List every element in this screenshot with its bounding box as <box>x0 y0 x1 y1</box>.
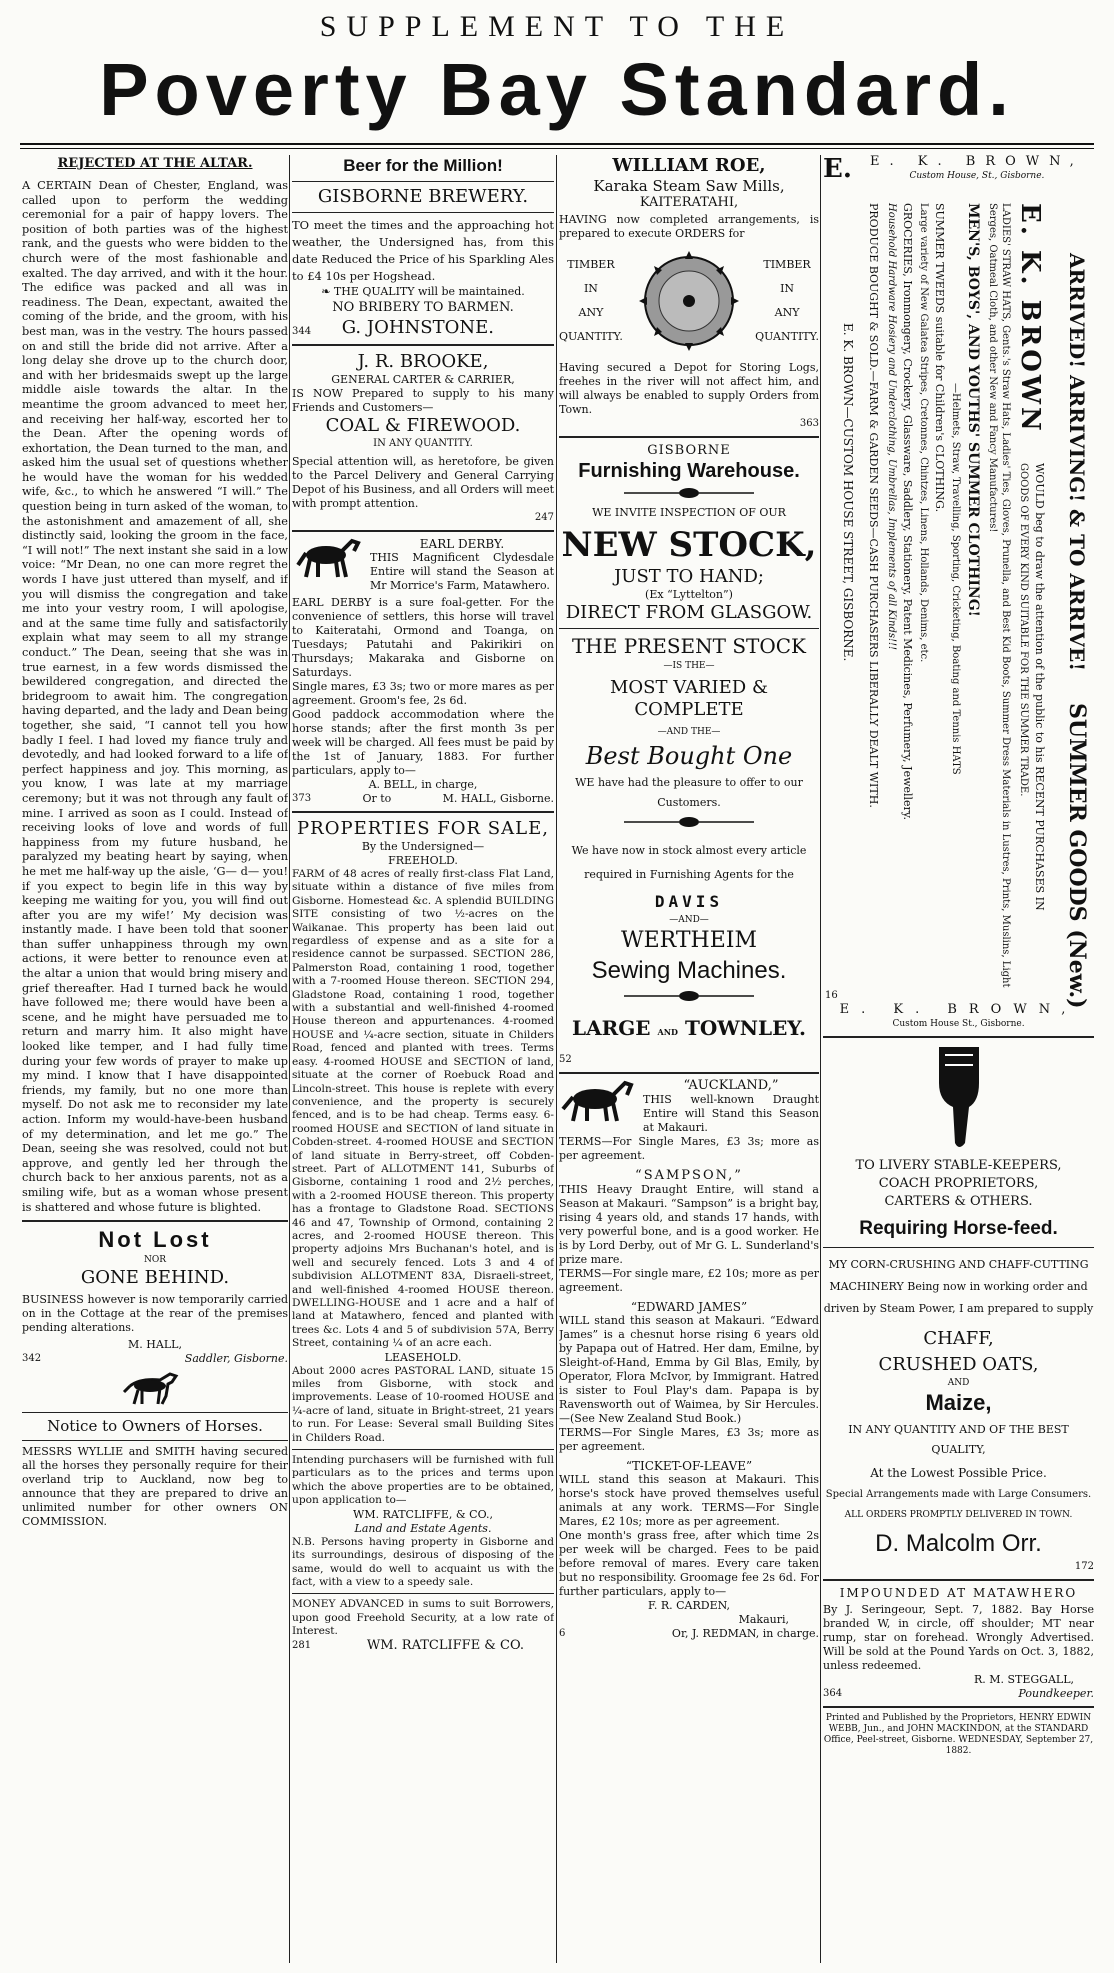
timber-label: IN <box>583 282 598 295</box>
owners-heading: Notice to Owners of Horses. <box>47 1417 263 1436</box>
masthead-rule <box>20 143 1094 145</box>
ad-number: 247 <box>534 512 554 523</box>
earl-derby-fee: Single mares, £3 3s; two or more mares as per agreement. Groom's fee, 2s 6d. <box>292 680 554 707</box>
coach-heading: COACH PROPRIETORS, <box>878 1176 1039 1191</box>
pleasure-body: WE have had the pleasure to offer to our Customers. <box>575 776 803 809</box>
ornament-icon <box>619 989 759 1003</box>
article-heading: REJECTED AT THE ALTAR. <box>57 156 253 171</box>
and-conjunction: AND <box>657 1027 678 1037</box>
leasehold-heading: LEASEHOLD. <box>384 1350 462 1364</box>
kaiteratahi-heading: KAITERATAHI, <box>639 195 739 210</box>
column-3 <box>559 155 819 1963</box>
all-orders-line: ALL ORDERS PROMPTLY DELIVERED IN TOWN. <box>844 1510 1073 1520</box>
hall-signature: M. HALL, Gisborne. <box>442 792 554 805</box>
davis-heading: DAVIS <box>654 892 724 911</box>
roe-body: HAVING now completed arrangements, is prepared to execute ORDERS for <box>559 213 819 240</box>
auckland-terms: TERMS—For Single Mares, £3 3s; more as per agreement. <box>559 1135 819 1162</box>
no-bribery-line: NO BRIBERY TO BARMEN. <box>332 300 514 315</box>
article-body: A CERTAIN Dean of Chester, England, was called upon to perform the wedding ceremonial for a pair of happy lovers. The position of both parties was of the highest rank, and the guests who were bidden to the church were of the most fashionable and exalted. The day arrived, and with it the hour. The edifice was packed and all was in readiness. The Dean, expectant, awaited the coming of the bride, and the groom, with his best man, was in the vestry. The hours passed on and still the bride did not arrive. After a long delay she drove up to the church door, and with her bridesmaids swept up the large middle aisle towards the altar. In the meantime the groom advanced to meet her, and receiving her half-way, escorted her to the Dean. After the opening words of exhortation, the Dean turned to the man, and asked him the usual set of questions whether he would have the woman for his wedded wife, &c., to which he answered “I will.” The question being in turn asked of the woman, to the astonishment and amazement of all, she distinctly said, looking the groom in the face, “I will not!” The next instant she said in a low voice: “Mr Dean, no one can more regret the words I have just uttered than myself, and if you will dismiss the congregation and take me into your vestry room, I will apologise, and at the same time fully and satisfactorily explain what may seem to all my strange conduct.” The Dean, seeing that she was in true earnest, in a few words dismissed the bewildered congregation, and directed the bridegroom to await him. The congregation having departed, and the lady and Dean being together, she said, “I cannot tell you how badly I feel. I had loved my fiance truly and devotedly, and had looked forward to a life of perfect happiness and joy. This morning, as you know, I was late at my marriage ceremony; but it was not through any fault of mine. I arrived as soon as I could. Instead of receiving looks of love and words of full happiness from my future husband, he paralyzed my beating heart by saying, when he met me half-way up the aisle, ‘G— d— you! if you expect to begin life in this way by keeping me waiting for you, you will find out after you are my wife!’ My decision was instantly made. I have been told that sooner than suffer unhappiness through my own actions, it were better to renounce even at the altar a union that would bring misery and grief thereafter. Had I turned back he would have followed me; there would have been a scene, and he might have persuaded me to return and marry him. It also might have looked like temper, and I had fully time during your few words of prayer to make up my mind. I know that I have disappointed friends, my family, but no one more than myself. Do not ask me to reconsider my late action. Inform my would-have-been husband of my determination, and let me go.” The Dean, seeing she was resolved, could not but approve, and gently led her through the church back to her anxious parents, not as a smiling wife, but as a woman whose present is shattered and whose future is blighted. <box>22 179 288 1214</box>
earl-derby-paddock: Good paddock accommodation where the horse stands; after the first month 3s per week will be charged. All fees must be paid by the 1st of January, 1883. For further particulars, apply to— <box>292 708 554 777</box>
properties-sub: By the Undersigned— <box>361 840 485 853</box>
timber-label: ANY <box>578 306 604 319</box>
edward-james-heading: “EDWARD JAMES” <box>630 1300 748 1314</box>
ticket-heading: “TICKET-OF-LEAVE” <box>625 1459 753 1473</box>
summer-goods-heading: SUMMER GOODS (New.) <box>1064 703 1090 1009</box>
timber-label: QUANTITY. <box>755 330 819 343</box>
masthead-rule-thin <box>20 148 1094 149</box>
best-bought-heading: Best Bought One <box>585 742 793 770</box>
timber-label: TIMBER <box>763 258 811 271</box>
saddler-text: Saddler, Gisborne. <box>184 1352 288 1366</box>
auckland-heading: “AUCKLAND,” <box>683 1078 779 1093</box>
wertheim-heading: WERTHEIM <box>621 928 757 953</box>
maize-heading: Maize, <box>925 1390 992 1415</box>
masthead <box>20 10 1094 134</box>
edward-james-terms: TERMS—For Single Mares, £3 3s; more as per agreement. <box>559 1426 819 1453</box>
timber-label: ANY <box>774 306 800 319</box>
corn-crushing-body: MY CORN-CRUSHING AND CHAFF-CUTTING MACHINERY Being now in working order and driven by Steam Power, I am prepared to supply <box>823 1258 1094 1315</box>
brown-heading-top: E. K. BROWN, <box>870 155 1084 169</box>
new-stock-heading: NEW STOCK, <box>561 525 817 565</box>
earl-derby-intro: THIS Magnificent Clydesdale Entire will stand the Season at Mr Morrice's Farm, Matawhero. <box>370 551 554 592</box>
hall-signature: M. HALL, <box>128 1338 182 1352</box>
groceries-line: GROCERIES, Ironmongery, Crockery, Glassware, Saddlery, Stationery, Patent Medicines, Perfumery, Jewellery. <box>901 203 914 821</box>
brown-initial: E. <box>823 155 852 184</box>
divider <box>292 811 554 813</box>
business-notice: BUSINESS however is now temporarily carried on in the Cottage at the rear of the premises pending alterations. <box>22 1293 288 1335</box>
helmets-line: —Helmets, Straw, Travelling, Sporting, Cricketing, Boating and Tennis HATS <box>950 383 961 775</box>
redman-signature: Or, J. REDMAN, in charge. <box>671 1627 819 1640</box>
divider <box>292 530 554 532</box>
column-divider <box>289 155 290 1963</box>
ad-number: 364 <box>823 1688 843 1699</box>
ornament-icon <box>619 486 759 500</box>
makauri-line: Makauri, <box>738 1613 789 1626</box>
earl-derby-heading: EARL DERBY. <box>419 537 505 551</box>
gone-behind-heading: GONE BEHIND. <box>80 1267 230 1289</box>
column-divider <box>556 155 557 1963</box>
ad-number: 344 <box>292 326 312 337</box>
nb-body: N.B. Persons having property in Gisborne and its surroundings, desirous of disposing of the same, would do well to acquaint us with the fact, with a view to a speedy sale. <box>292 1535 554 1588</box>
divider <box>823 1247 1094 1248</box>
ad-number: 373 <box>292 793 312 804</box>
and-the-line: —AND THE— <box>657 727 721 737</box>
ad-number: 342 <box>22 1353 42 1365</box>
column-divider <box>820 155 821 1963</box>
column-4 <box>823 155 1094 1963</box>
brown-vertical-ad <box>823 183 1094 1009</box>
ad-number: 6 <box>559 1628 566 1639</box>
carter-line: GENERAL CARTER & CARRIER, <box>331 373 515 386</box>
ladies-line: LADIES' STRAW HATS, Gents.'s Straw Hats, Ladies' Ties, Gloves, Prunella, and Best Kid Boots, Summer Dress Materials in Lustres, Prints, Muslins, Light Serges, Oatmeal Cloth, and other New and Fancy Manufactures! <box>987 203 1011 988</box>
clydesdale-horse-icon <box>292 537 366 581</box>
ratcliffe-signature-2: WM. RATCLIFFE & CO. <box>366 1637 524 1653</box>
requiring-heading: Requiring Horse-feed. <box>859 1218 1058 1239</box>
would-line: WOULD beg to draw the attention of the public to his RECENT PURCHASES IN <box>1033 463 1046 911</box>
ad-number: 16 <box>825 990 838 1001</box>
horse-illustration-icon <box>120 1368 190 1408</box>
townley-name: TOWNLEY. <box>684 1016 806 1040</box>
edward-james-body: WILL stand this season at Makauri. “Edward James” is a chesnut horse rising 6 years old by Papapa out of Hatred. Her dam, Emilne, by Sleight-of-Hand, Emma by Gil Blas, Emily, by Operator, Flora McIvor, by Immigrant. Hatred is sister to Foul Play's dam. Papapa is by Ravensworth out of Waimea, by Sir Hercules.—(See New Zealand Stud Book.) <box>559 1314 819 1425</box>
carden-signature: F. R. CARDEN, <box>647 1599 731 1612</box>
furnishing-heading: Furnishing Warehouse. <box>578 460 800 482</box>
sewing-heading: Sewing Machines. <box>591 957 787 984</box>
ad-number: 172 <box>1074 1561 1094 1572</box>
timber-label: IN <box>780 282 795 295</box>
saw-blade-icon <box>629 246 749 356</box>
in-stock-body: We have now in stock almost every article required in Furnishing Agents for the <box>571 844 807 881</box>
or-to: Or to <box>362 792 392 805</box>
leasehold-body: About 2000 acres PASTORAL LAND, situate 15 miles from Gisborne, with stock and improvements. Lease of 10-roomed HOUSE and ¼-acre of land, situate in Bright-street, 21 years to run. For Lease: Several small Building Sites in Childers Road. <box>292 1364 554 1444</box>
ticket-grass: One month's grass free, after which time 2s per week will be charged. Fees to be paid before removal of mares. Every care taken but no responsibility. Groomage fee 2s 6d. For further particulars, apply to— <box>559 1529 819 1598</box>
brown-address-line: E. K. BROWN—CUSTOM HOUSE STREET, GISBORNE. <box>841 323 855 662</box>
karaka-heading: Karaka Steam Saw Mills, <box>593 177 785 195</box>
pointing-hand-icon <box>929 1043 989 1153</box>
ad-number: 363 <box>799 418 819 429</box>
and-line: —AND— <box>669 915 709 925</box>
custom-house-bottom: Custom House St., Gisborne. <box>892 1019 1025 1029</box>
ticket-body: WILL stand this season at Makauri. This horse's stock have proved themselves useful animals at any work. TERMS—For Single Mares, £2 10s; more as per agreement. <box>559 1473 819 1528</box>
carters-heading: CARTERS & OTHERS. <box>884 1194 1033 1209</box>
brooke-heading: J. R. BROOKE, <box>357 351 489 372</box>
beer-body: TO meet the times and the approaching hot weather, the Undersigned has, from this date Reduced the Price of his Sparkling Ales to £4 10s per Hogshead. <box>292 218 554 283</box>
divider <box>22 1412 288 1413</box>
timber-label: TIMBER <box>567 258 615 271</box>
sampson-heading: “SAMPSON,” <box>635 1168 743 1183</box>
ad-number: 52 <box>559 1054 572 1065</box>
properties-body: FARM of 48 acres of really first-class Flat Land, situate within a distance of five miles from Gisborne. Homestead &c. A splendid BUILDING SITE consisting of two ½-acres on the Waikanae. This property has been laid out regardless of expense and as a site for a residence cannot be surpassed. SECTION 286, Palmerston Road, containing 1 rood, together with a 7-roomed House thereon. SECTION 294, Gladstone Road, containing 1 rood, together with a substantial and well-finished 4-roomed House thereon and appurtenances. 4-roomed HOUSE and ¼-acre section, situate in Childers Road, fenced and planted with trees. Terms easy. 4-roomed HOUSE and SECTION of land, situate at the corner of Roebuck Road and Lincoln-street. This house is replete with every convenience, and the property is securely fenced, and is to be had cheap. Terms easy. 6-roomed HOUSE and SECTION of land situate in Cobden-street. 4-roomed HOUSE and SECTION of land situate in Berry-street, off Cobden-street. Part of ALLOTMENT 141, Suburbs of Gisborne, containing 1 rood and 2½ perches, with a 2-roomed HOUSE thereon. This property has a frontage to Gladstone Road. SECTIONS 46 and 47, Township of Ormond, containing 2 acres, and 2-roomed HOUSE thereon. This property adjoins Mrs Buchanan's hotel, and is well and securely fenced. Lots 3 and 4 of subdivision ALLOTMENT 83A, Disraeli-street, and well-finished 4-roomed HOUSE thereon. DWELLING-HOUSE and 1 acre and a half of land at Matawhero, fenced and planted with trees &c. Lots 4 and 5 of subdivision 57A, Berry Street, containing ¼ of an acre each. <box>292 868 554 1350</box>
and-line: AND <box>947 1378 970 1388</box>
bell-signature: A. BELL, in charge, <box>368 778 478 791</box>
not-lost-heading: Not Lost <box>98 1227 212 1253</box>
owners-notice: MESSRS WYLLIE and SMITH having secured all the horses they personally require for their overland trip to Auckland, now beg to announce that they are prepared to drive an unlimited number for other owners ON COMMISSION. <box>22 1445 288 1529</box>
divider <box>292 212 554 213</box>
large-variety-line: Large variety of New Galatea Stripes, Cretonnes, Chintzes, Linens, Hollands, Denims, etc. <box>918 203 929 663</box>
ornament-icon <box>619 815 759 829</box>
steggall-signature: R. M. STEGGALL, <box>973 1673 1074 1686</box>
money-advanced: MONEY ADVANCED in sums to suit Borrowers, upon good Freehold Security, at a low rate of Interest. <box>292 1598 554 1638</box>
coal-heading: COAL & FIREWOOD. <box>325 415 521 436</box>
beer-heading: Beer for the Million! <box>343 156 503 175</box>
impounded-body: By J. Seringeour, Sept. 7, 1882. Bay Horse branded W, in circle, off shoulder; MT near rump, star on forehead. Wrongly Advertised. Will be sold at the Pound Yards on Oct. 3, 1882, unless redeemed. <box>823 1603 1094 1672</box>
invite-line: WE INVITE INSPECTION OF OUR <box>592 506 786 519</box>
malcolm-orr-signature: D. Malcolm Orr. <box>875 1530 1042 1557</box>
newspaper-title: Poverty Bay Standard. <box>99 48 1015 131</box>
column-1 <box>22 155 288 1963</box>
column-2 <box>292 155 554 1963</box>
is-the-line: —IS THE— <box>663 661 715 671</box>
arrived-heading: ARRIVED! ARRIVING! & TO ARRIVE! <box>1065 253 1089 671</box>
quality-line: ❧ THE QUALITY will be maintained. <box>321 285 525 298</box>
any-quantity: IN ANY QUANTITY. <box>373 438 473 449</box>
brown-heading-bottom: E. K. BROWN, <box>839 1002 1078 1017</box>
custom-house-top: Custom House, St., Gisborne. <box>909 171 1045 181</box>
most-varied-line: MOST VARIED & COMPLETE <box>609 677 768 720</box>
present-stock-heading: THE PRESENT STOCK <box>571 634 807 658</box>
divider <box>292 344 554 346</box>
tweeds-line: SUMMER TWEEDS suitable for Children's CLOTHING. <box>933 203 946 513</box>
timber-label: QUANTITY. <box>559 330 623 343</box>
goods-line: GOODS OF EVERY KIND SUITABLE FOR THE SUMMER TRADE. <box>1018 463 1029 797</box>
brewery-heading: GISBORNE BREWERY. <box>317 186 529 207</box>
supplement-line: SUPPLEMENT TO THE <box>319 10 795 43</box>
lyttelton-line: (Ex “Lyttelton”) <box>645 588 733 601</box>
sampson-body: THIS Heavy Draught Entire, will stand a Season at Makauri. “Sampson” is a bright bay, rising 4 years old, and stands 17 hands, with very powerful bone, and is a good worker. He is by Lord Derby, out of Mr G. L. Sunderland's prize mare. <box>559 1183 819 1266</box>
produce-line: PRODUCE BOUGHT & SOLD.—FARM & GARDEN SEEDS—CASH PURCHASERS LIBERALLY DEALT WITH. <box>867 203 880 808</box>
brooke-body: IS NOW Prepared to supply to his many Friends and Customers— <box>292 387 554 414</box>
lowest-price-line: At the Lowest Possible Price. <box>870 1466 1047 1480</box>
chaff-heading: CHAFF, <box>923 1328 994 1349</box>
nor-text: NOR <box>143 1255 167 1266</box>
mens-line: MEN'S, BOYS', AND YOUTHS' SUMMER CLOTHING! <box>965 203 981 617</box>
divider <box>559 1072 819 1074</box>
divider <box>292 1449 554 1450</box>
agents-line: Land and Estate Agents. <box>354 1521 492 1535</box>
earl-derby-body: EARL DERBY is a sure foal-getter. For the convenience of settlers, this horse will travel to Kaiteratahi, Ormond and Toanga, on Tuesdays; Patutahi and Pakirikiri on Thursdays; Makaraka and Gisborne on Saturdays. <box>292 596 554 679</box>
just-to-hand: JUST TO HAND; <box>614 566 764 587</box>
impounded-heading: IMPOUNDED AT MATAWHERO <box>839 1586 1078 1600</box>
roe-heading: WILLIAM ROE, <box>612 155 766 176</box>
livery-heading: TO LIVERY STABLE-KEEPERS, <box>855 1158 1062 1173</box>
household-line: Household Hardware Hosiery and Underclothing, Umbrellas, Implements of all Kinds!!! <box>886 203 897 651</box>
divider <box>559 436 819 438</box>
roe-body-2: Having secured a Depot for Storing Logs, freehes in the river will not affect him, and will always be enabled to supply Orders from Town. <box>559 361 819 416</box>
divider <box>22 1220 288 1222</box>
divider <box>22 1440 288 1441</box>
divider <box>823 1036 1094 1038</box>
auckland-body: THIS well-known Draught Entire will Stand this Season at Makauri. <box>643 1093 819 1134</box>
divider <box>292 1593 554 1594</box>
divider <box>823 1579 1094 1581</box>
brooke-body-2: Special attention will, as heretofore, be given to the Parcel Delivery and General Carrying Depot of his Business, and all Orders will meet with prompt attention. <box>292 455 554 510</box>
any-quantity-line: IN ANY QUANTITY AND OF THE BEST QUALITY, <box>848 1423 1069 1456</box>
poundkeeper-line: Poundkeeper. <box>1018 1687 1094 1700</box>
divider <box>292 181 554 182</box>
large-name: LARGE <box>572 1016 651 1040</box>
intending-body: Intending purchasers will be furnished with full particulars as to the prices and terms upon which the above properties are to be obtained, upon application to— <box>292 1454 554 1507</box>
divider <box>823 1706 1094 1708</box>
crushed-oats-heading: CRUSHED OATS, <box>878 1354 1039 1375</box>
gisborne-heading: GISBORNE <box>647 443 731 458</box>
ad-number: 281 <box>292 1639 312 1651</box>
sampson-terms: TERMS—For single mare, £2 10s; more as per agreement. <box>559 1267 819 1294</box>
divider <box>559 628 819 629</box>
johnstone-signature: G. JOHNSTONE. <box>341 317 494 338</box>
freehold-heading: FREEHOLD. <box>388 854 458 867</box>
draught-horse-icon <box>559 1079 639 1125</box>
properties-heading: PROPERTIES FOR SALE, <box>297 818 549 839</box>
imprint-line: Printed and Published by the Proprietors, HENRY EDWIN WEBB, Jun., and JOHN MACKINDON, at the STANDARD Office, Peel-street, Gisborne. WEDNESDAY, September 27, 1882. <box>823 1713 1094 1756</box>
ratcliffe-signature: WM. RATCLIFFE, & CO., <box>353 1507 493 1521</box>
direct-line: DIRECT FROM GLASGOW. <box>565 602 813 623</box>
ek-brown-heading: E. K. BROWN <box>1015 203 1045 434</box>
special-arrangements: Special Arrangements made with Large Consumers. <box>825 1489 1092 1500</box>
